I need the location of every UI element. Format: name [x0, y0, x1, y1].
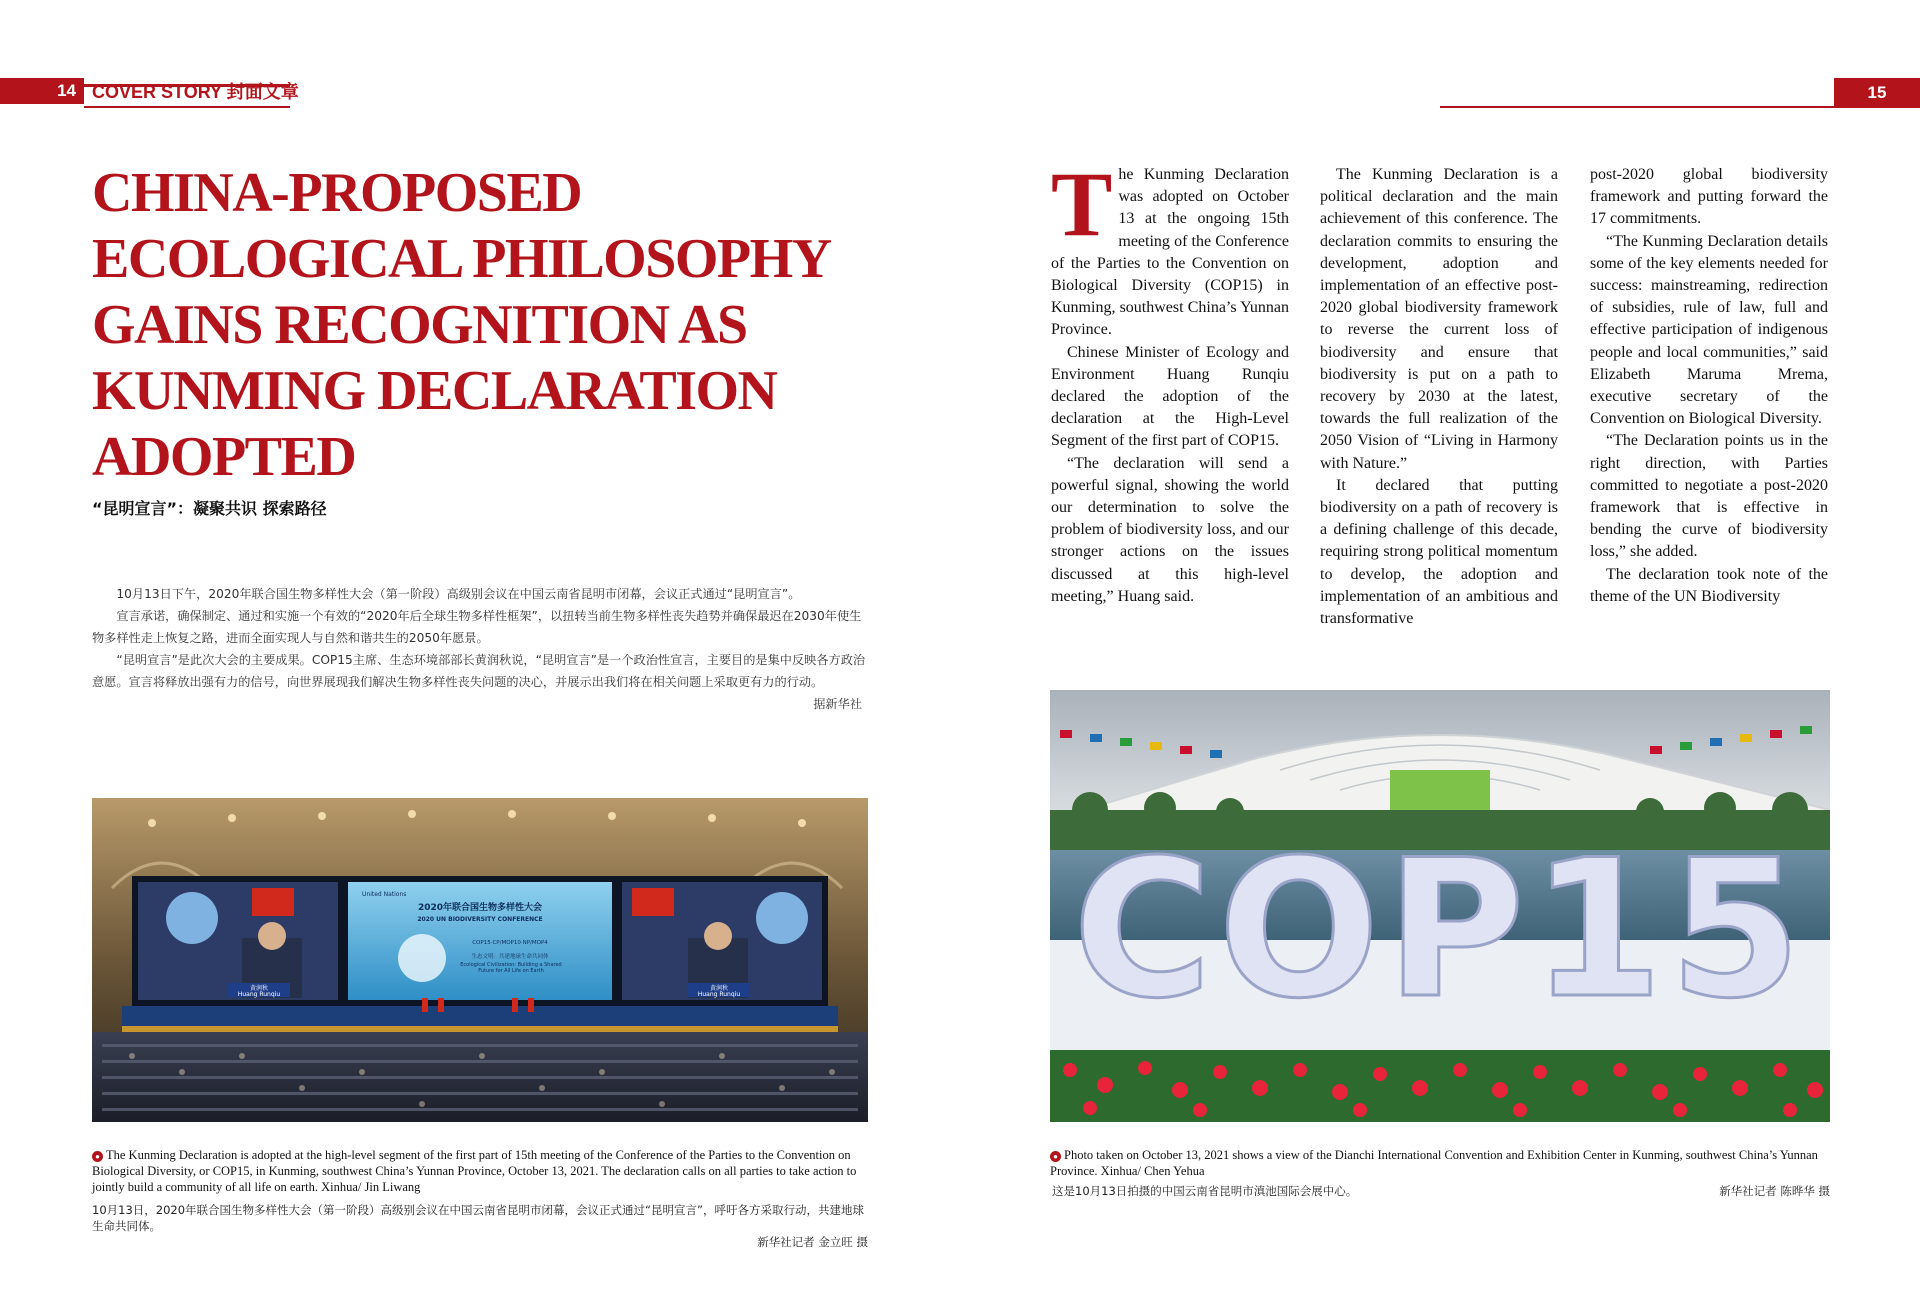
body-paragraph: It declared that putting biodiversity on a path of recovery is a defining challenge of this decade, requiring strong political momentum to develop, the adoption and implementation of an ambitious and transformative [1320, 476, 1558, 628]
screen-theme-en: Ecological Civilization: Building a Shared Future for All Life on Earth [460, 962, 562, 974]
screen-title-en: 2020 UN BIODIVERSITY CONFERENCE [417, 916, 543, 923]
camera-icon: ● [1050, 1151, 1061, 1162]
caption-cn-left: 10月13日，2020年联合国生物多样性大会（第一阶段）高级别会议在中国云南省昆明市闭幕，会议正式通过“昆明宣言”，呼吁各方采取行动，共建地球生命共同体。 [92, 1203, 864, 1233]
body-paragraph: The declaration took note of the theme of the UN Biodiversity [1590, 565, 1828, 605]
caption-cn-credit-right: 新华社记者 陈晔华 摄 [1719, 1184, 1830, 1198]
body-paragraph: The Kunming Declaration is a political declaration and the main achievement of this conference. The declaration commits to ensuring the development, adoption and implementation of an effective post-2020 global biodiversity framework to reverse the current loss of biodiversity and ensure that biodiversity is put on a path to recovery by 2030 at the latest, towards the full realization of the 2050 Vision of “Living in Harmony with Nature.” [1320, 166, 1558, 472]
drop-cap: T [1051, 153, 1113, 255]
screen-title-cn: 2020年联合国生物多样性大会 [417, 903, 543, 913]
body-paragraph: he Kunming Declaration was adopted on October 13 at the ongoing 15th meeting of the Conference of the Parties to the Convention on Biological Diversity (COP15) in Kunming, southwest China’s Yunnan Province. [1051, 166, 1289, 339]
nameplate-en-left: Huang Runqiu [237, 991, 281, 998]
page-number-right: 15 [1834, 78, 1920, 108]
screen-sub: COP15·CP/MOP10·NP/MOP4 [472, 940, 548, 946]
headline-line: ADOPTED [92, 426, 356, 488]
photo-left-caption-cn [92, 1202, 868, 1250]
cn-paragraph: 宣言承诺，确保制定、通过和实施一个有效的“2020年后全球生物多样性框架”，以扭转当前生物多样性丧失趋势并确保最迟在2030年使生物多样性走上恢复之路，进而全面实现人与自然和谐共生的2050年愿景。 [92, 609, 862, 645]
photo-left-caption [92, 1147, 868, 1195]
headline-line: ECOLOGICAL PHILOSOPHY [92, 228, 831, 290]
cop15-venue-photo [1050, 690, 1830, 1122]
photo-right-caption-cn [1052, 1183, 1830, 1199]
article-column-3 [1590, 164, 1828, 608]
page-number-left: 14 [0, 78, 84, 104]
body-paragraph: post-2020 global biodiversity framework and putting forward the 17 commitments. [1590, 166, 1828, 228]
headline-line: GAINS RECOGNITION AS [92, 294, 747, 356]
cn-summary [92, 583, 868, 715]
caption-cn-right: 这是10月13日拍摄的中国云南省昆明市滇池国际会展中心。 [1052, 1184, 1358, 1198]
caption-en-left: The Kunming Declaration is adopted at the high-level segment of the first part of 15th meeting of the Conference of the Parties to the Convention on Biological Diversity, or COP15, in Kunming, southwest China’s Yunnan Province, October 13, 2021. The declaration calls on all parties to take action to jointly build a community of all life on earth. Xinhua/ Jin Liwang [92, 1148, 857, 1194]
conference-hall-photo [92, 798, 868, 1122]
cn-paragraph: “昆明宣言”是此次大会的主要成果。COP15主席、生态环境部部长黄润秋说，“昆明宣言”是一个政治性宣言，主要目的是集中反映各方政治意愿。宣言将释放出强有力的信号，向世界展现我们解决生物多样性丧失问题的决心，并展示出我们将在相关问题上采取更有力的行动。 [92, 653, 866, 689]
subtitle-cn: “昆明宣言”：凝聚共识 探索路径 [92, 499, 327, 518]
screen-theme-cn: 生态文明：共建地球生命共同体 [471, 954, 549, 960]
nameplate-cn-left: 黄润秋 [249, 985, 269, 992]
section-label: COVER STORY 封面文章 [92, 82, 299, 102]
cn-source: 据新华社 [813, 697, 862, 711]
headline-line: KUNMING DECLARATION [92, 360, 777, 422]
headline [92, 160, 892, 490]
caption-cn-credit-left: 新华社记者 金立旺 摄 [757, 1235, 868, 1249]
headline-line: CHINA-PROPOSED [92, 162, 582, 224]
body-paragraph: Chinese Minister of Ecology and Environment Huang Runqiu declared the adoption of the declaration at the High-Level Segment of the first part of COP15. [1051, 343, 1289, 450]
cn-paragraph: 10月13日下午，2020年联合国生物多样性大会（第一阶段）高级别会议在中国云南省昆明市闭幕，会议正式通过“昆明宣言”。 [116, 587, 801, 601]
article-column-2 [1320, 164, 1558, 630]
body-paragraph: “The declaration will send a powerful signal, showing the world our determination to solve the problem of biodiversity loss, and our stronger actions on the issues discussed at this high-level meeting,” Huang said. [1051, 454, 1289, 605]
conference-hall-illustration [92, 798, 868, 1122]
section-underline [84, 106, 290, 108]
cop15-sign: COP15 [1072, 819, 1808, 1040]
photo-right-caption [1050, 1147, 1832, 1179]
article-column-1 [1051, 153, 1289, 608]
camera-icon: ● [92, 1151, 103, 1162]
body-paragraph: “The Kunming Declaration details some of the key elements needed for success: mainstreaming, redirection of subsidies, rule of law, full and effective participation of indigenous people and local communities,” said Elizabeth Maruma Mrema, executive secretary of the Convention on Biological Diversity. [1590, 232, 1828, 428]
nameplate-en-right: Huang Runqiu [697, 991, 741, 998]
screen-logo-un: United Nations [362, 891, 407, 898]
body-paragraph: “The Declaration points us in the right direction, with Parties committed to negotiate a post-2020 framework that is effective in bending the curve of biodiversity loss,” she added. [1590, 432, 1828, 561]
cop15-venue-illustration [1050, 690, 1830, 1122]
caption-en-right: Photo taken on October 13, 2021 shows a view of the Dianchi International Convention and Exhibition Center in Kunming, southwest China’s Yunnan Province. Xinhua/ Chen Yehua [1050, 1148, 1818, 1178]
nameplate-cn-right: 黄润秋 [709, 985, 729, 992]
